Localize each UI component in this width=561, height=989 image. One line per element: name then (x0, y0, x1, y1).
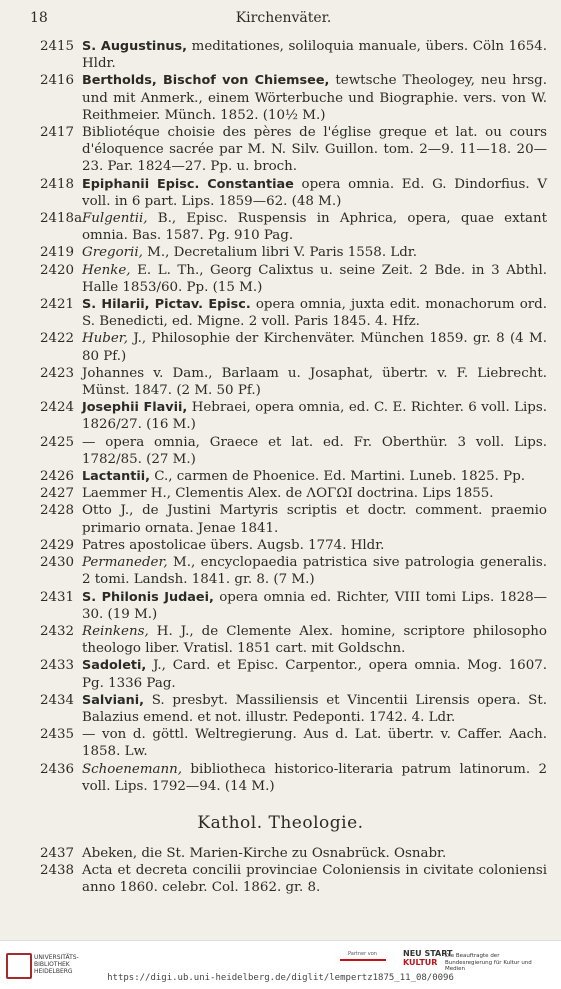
entry-number: 2434 (40, 692, 75, 708)
entry-text: Abeken, die St. Marien-Kirche zu Osnabrück. Osnabr. (82, 846, 447, 861)
entry-text: — von d. göttl. Weltregierung. Aus d. Lat. übertr. v. Caffer. Aach. 1858. Lw. (82, 727, 547, 760)
entry-number: 2417 (40, 125, 75, 141)
entry-author: Permaneder, (82, 555, 168, 571)
entry-author: Josephii Flavii, (82, 400, 188, 416)
entry-text: Acta et decreta concilii provinciae Coloniensis in civitate coloniensi anno 1860. celebr. Col. 1862. gr. 8. (82, 863, 547, 896)
viewer-footer (0, 940, 561, 989)
catalog-entry (0, 726, 561, 760)
neustart-sub: KULTUR (403, 958, 438, 967)
entry-text: E. L. Th., Georg Calixtus u. seine Zeit. 2 Bde. in 3 Abthl. Halle 1853/60. Pp. (15 M.) (82, 262, 547, 295)
entry-number: 2438 (40, 863, 75, 879)
entry-number: 2418 (40, 176, 75, 192)
entry-text: M., Decretalium libri V. Paris 1558. Ldr. (142, 245, 417, 261)
catalog-entry (0, 589, 561, 623)
entry-text: opera omnia. Ed. G. Dindorfius. V voll. in 6 part. Lips. 1859—62. (48 M.) (82, 176, 547, 209)
entry-author: S. Philonis Judaei, (82, 589, 214, 605)
entry-number: 2422 (40, 331, 75, 347)
entry-author: Bertholds, Bischof von Chiemsee, (82, 73, 330, 89)
catalog-entry (0, 623, 561, 657)
page-url[interactable]: https://digi.ub.uni-heidelberg.de/diglit/lempertz1875_11_08/0096 (107, 973, 454, 983)
entry-text: Bibliotéque choisie des pères de l'église greque et lat. ou cours d'éloquence sacrée par M. N. Silv. Guillon. tom. 2—9. 11—18. 20—23. Par. 1824—27. Pp. u. broch. (82, 125, 547, 175)
catalog-entry (0, 176, 561, 210)
entry-number: 2428 (40, 503, 75, 519)
entry-text: H. J., de Clemente Alex. homine, scriptore philosopho theologo liber. Vratisl. 1851 cart. mit Goldschn. (82, 623, 547, 657)
entry-text: Laemmer H., Clementis Alex. de ΛΟΓΩΙ doctrina. Lips 1855. (82, 486, 494, 502)
section-title: Kathol. Theologie. (197, 813, 364, 833)
catalog-entries (0, 38, 561, 795)
catalog-entry (0, 657, 561, 691)
neustart-text: NEU START (403, 949, 453, 958)
entry-number: 2420 (40, 262, 75, 278)
entry-text: opera omnia, juxta edit. monachorum ord. S. Benedicti, ed. Migne. 2 voll. Paris 1845. 4. Hfz. (82, 297, 547, 330)
catalog-entry (0, 468, 561, 485)
entry-author: Huber, (82, 331, 128, 347)
entry-text: M., encyclopaedia patristica sive patrologia generalis. 2 tomi. Landsh. 1841. gr. 8. (7 M.) (82, 555, 547, 588)
entry-text: — opera omnia, Graece et lat. ed. Fr. Oberthür. 3 voll. Lips. 1782/85. (27 M.) (82, 434, 547, 467)
entry-number: 2423 (40, 365, 75, 381)
entry-number: 2437 (40, 846, 75, 861)
catalog-entry (0, 862, 561, 896)
entry-number: 2416 (40, 73, 75, 89)
entry-text: opera omnia ed. Richter, VIII tomi Lips. 1828—30. (19 M.) (82, 589, 548, 622)
page-number: 18 (30, 10, 48, 26)
entry-number: 2433 (40, 658, 75, 674)
bund-logo-text: Die Beauftragte der Bundesregierung für Kultur und Medien (445, 953, 532, 972)
entry-text: tewtsche Theologey, neu hrsg. und mit Anmerk., einem Wörterbuche und Biographie. vers. von W. Reithmeier. Münch. 1852. (10½ M.) (82, 73, 547, 123)
entry-number: 2418a (40, 211, 83, 227)
entry-text: S. presbyt. Massiliensis et Vincentii Lirensis opera. St. Balazius emend. et not. illustr. Pedeponti. 1742. 4. Ldr. (82, 692, 547, 725)
entry-author: Epiphanii Episc. Constantiae (82, 176, 294, 192)
entry-number: 2425 (40, 434, 75, 450)
catalog-entry (0, 692, 561, 726)
catalog-entry (0, 502, 561, 536)
page-header (30, 10, 537, 32)
catalog-entry (0, 761, 561, 795)
entry-author: Sadoleti, (82, 658, 147, 674)
entry-number: 2415 (40, 39, 75, 54)
entry-author: Salviani, (82, 692, 144, 708)
partner-label: Partner von (348, 951, 377, 957)
entry-text: Hebraei, opera omnia, ed. C. E. Richter. 6 voll. Lips. 1826/27. (16 M.) (82, 400, 547, 433)
entry-author: S. Hilarii, Pictav. Episc. (82, 297, 251, 313)
catalog-entry (0, 485, 561, 502)
entry-author: Schoenemann, (82, 761, 183, 777)
catalog-entry (0, 38, 561, 72)
catalog-entry (0, 210, 561, 244)
entry-number: 2419 (40, 245, 75, 261)
entry-number: 2430 (40, 555, 75, 571)
entry-number: 2426 (40, 469, 75, 485)
entry-author: Fulgentii, (82, 211, 148, 227)
entry-number: 2435 (40, 727, 75, 743)
catalog-entry (0, 330, 561, 364)
catalog-entry (0, 537, 561, 554)
library-logo-text: UNIVERSITÄTS- BIBLIOTHEK HEIDELBERG (34, 954, 79, 975)
entry-text: J., Philosophie der Kirchenväter. München 1859. gr. 8 (4 M. 80 Pf.) (82, 331, 547, 364)
entry-number: 2424 (40, 400, 75, 416)
catalog-entry (0, 296, 561, 330)
entry-number: 2421 (40, 297, 75, 313)
entry-author: Lactantii, (82, 469, 150, 485)
entry-number: 2427 (40, 486, 75, 502)
catalog-entry (0, 434, 561, 468)
partner-mark-icon (340, 959, 386, 961)
entry-text: Johannes v. Dam., Barlaam u. Josaphat, übertr. v. F. Liebrecht. Münst. 1847. (2 M. 50 Pf.) (82, 365, 547, 399)
entry-number: 2431 (40, 589, 75, 605)
running-title: Kirchenväter. (235, 10, 332, 26)
catalog-entry (0, 365, 561, 399)
entry-text: J., Card. et Episc. Carpentor., opera omnia. Mog. 1607. Pg. 1336 Pag. (82, 658, 547, 691)
catalog-entry (0, 72, 561, 124)
catalog-entry (0, 554, 561, 588)
entry-text: meditationes, soliloquia manuale, übers. Cöln 1654. Hldr. (82, 39, 547, 72)
entry-number: 2429 (40, 537, 75, 553)
catalog-entry (0, 244, 561, 261)
entry-text: B., Episc. Ruspensis in Aphrica, opera, quae extant omnia. Bas. 1587. Pg. 910 Pag. (82, 211, 547, 244)
entry-text: Otto J., de Justini Martyris scriptis et doctr. comment. praemio primario ornata. Jenae 1841. (82, 503, 547, 536)
entry-author: Henke, (82, 262, 131, 278)
catalog-entry (0, 124, 561, 176)
entry-author: Reinkens, (82, 623, 149, 639)
partner-logo (340, 951, 400, 971)
catalog-entry (0, 262, 561, 296)
entry-text: bibliotheca historico-literaria patrum latinorum. 2 voll. Lips. 1792—94. (14 M.) (82, 761, 547, 794)
entry-text: Patres apostolicae übers. Augsb. 1774. Hldr. (82, 537, 385, 553)
entry-author: Gregorii, (82, 245, 143, 261)
entry-text: C., carmen de Phoenice. Ed. Martini. Luneb. 1825. Pp. (150, 469, 526, 485)
catalog-entry (0, 845, 561, 862)
entry-author: S. Augustinus, (82, 39, 188, 54)
entry-number: 2432 (40, 623, 75, 639)
catalog-entries-section2 (0, 845, 561, 897)
entry-number: 2436 (40, 761, 75, 777)
catalog-entry (0, 399, 561, 433)
